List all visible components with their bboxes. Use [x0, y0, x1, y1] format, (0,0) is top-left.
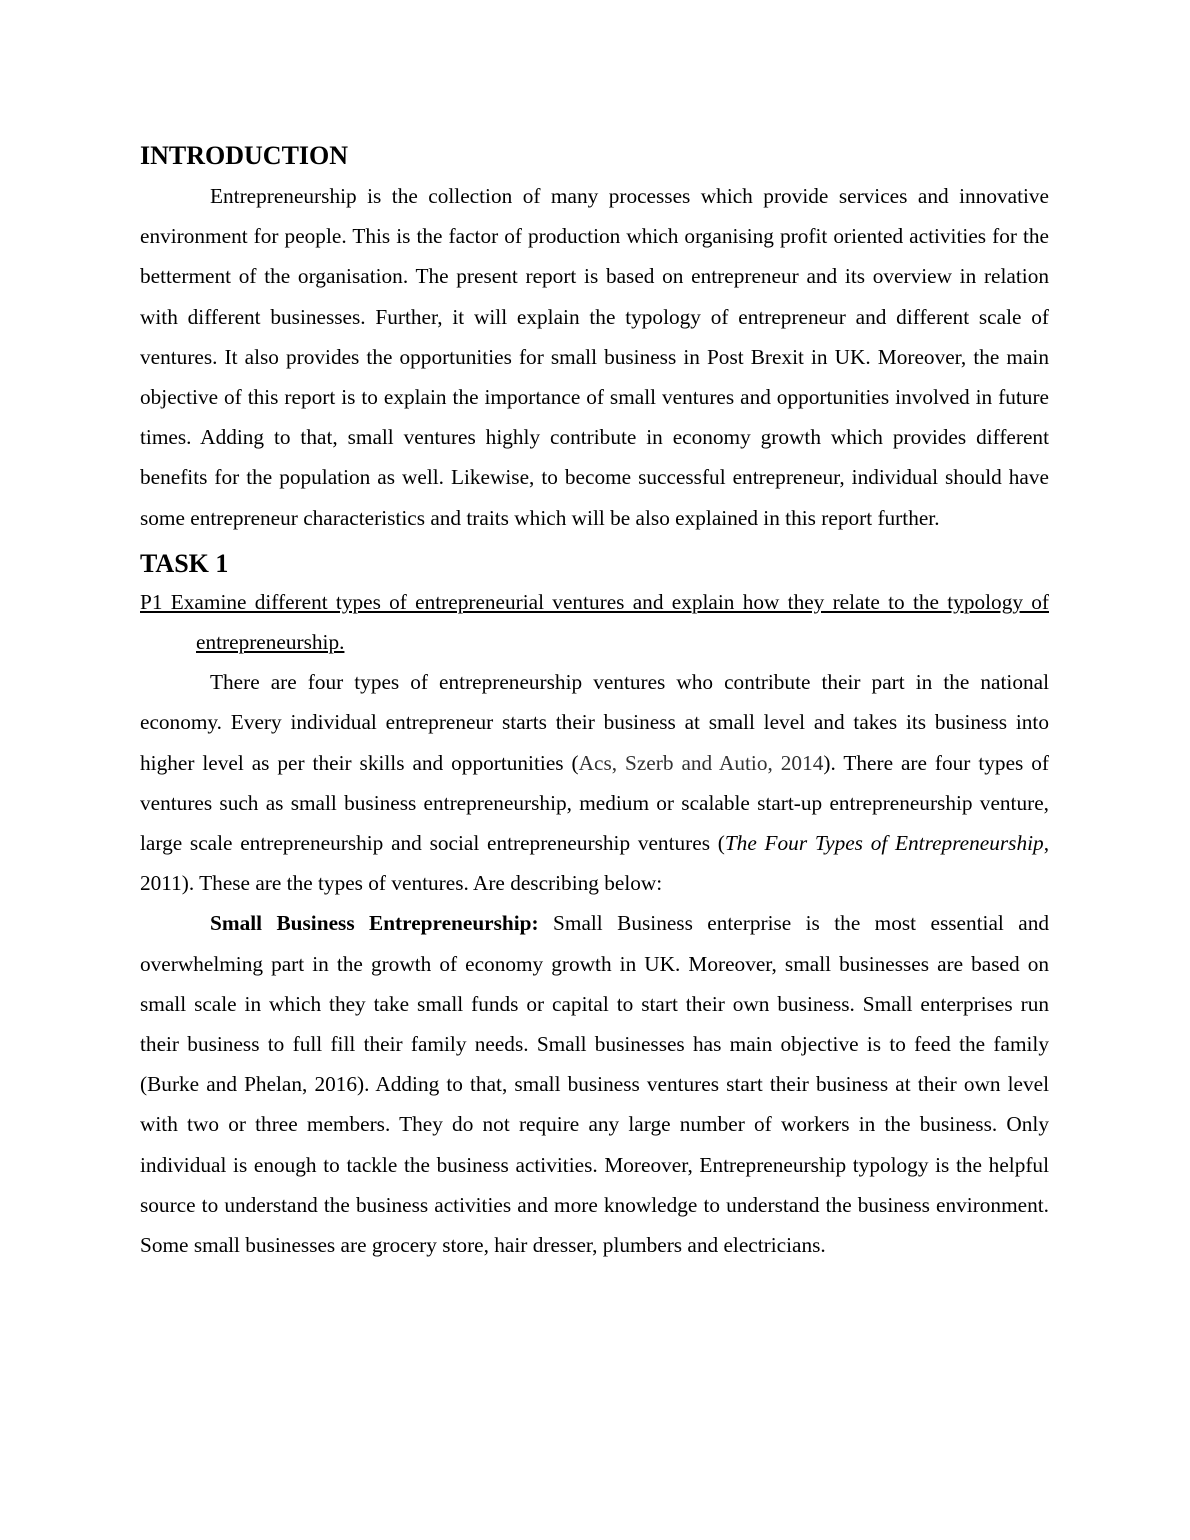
paragraph-text: , 2011). These are the types of ventures. Are describing below:: [140, 831, 1050, 896]
citation: Acs, Szerb and Autio, 2014: [578, 750, 824, 775]
introduction-paragraph: Entrepreneurship is the collection of many processes which provide services and innovative environment for people. This is the factor of production which organising profit oriented activities for the betterment of the organisation. The present report is based on entrepreneur and its overview in relation with different businesses. Further, it will explain the typology of entrepreneur and different scale of ventures. It also provides the opportunities for small business in Post Brexit in UK. Moreover, the main objective of this report is to explain the importance of small ventures and opportunities involved in future times. Adding to that, small ventures highly contribute in economy growth which provides different benefits for the population as well. Likewise, to become successful entrepreneur, individual should have some entrepreneur characteristics and traits which will be also explained in this report further.: [140, 184, 1049, 530]
document-page: [140, 138, 1049, 1265]
ventures-types-paragraph: [140, 662, 1049, 903]
introduction-heading: INTRODUCTION: [140, 141, 349, 170]
paragraph-text: Small Business enterprise is the most essential and overwhelming part in the growth of economy growth in UK. Moreover, small businesses are based on small scale in which they take small funds or capital to start their own business. Small enterprises run their business to full fill their family needs. Small businesses has main objective is to feed the family (Burke and Phelan, 2016). Adding to that, small business ventures start their business at their own level with two or three members. They do not require any large number of workers in the business. Only individual is enough to tackle the business activities. Moreover, Entrepreneurship typology is the helpful source to understand the business activities and more knowledge to understand the business environment. Some small businesses are grocery store, hair dresser, plumbers and electricians.: [140, 911, 1049, 1258]
paragraph-text: There are four types of entrepreneurship ventures who contribute their part in the national economy. Every individual entrepreneur starts their business at small level and takes its business into higher level as per their skills and opportunities (: [140, 670, 1049, 775]
paragraph-text: ). There are four types of ventures such as small business entrepreneurship, medium or scalable start-up entrepreneurship venture, large scale entrepreneurship and social entrepreneurship ventures (: [140, 750, 1050, 856]
small-business-paragraph: [140, 903, 1049, 1265]
small-business-label: Small Business Entrepreneurship:: [210, 911, 539, 936]
italic-source-title: The Four Types of Entrepreneurship: [724, 831, 1044, 856]
task1-heading: TASK 1: [140, 548, 229, 578]
task1-subheading: P1 Examine different types of entrepreneurial ventures and explain how they relate to the typology of entrepreneurship.: [140, 589, 1049, 655]
